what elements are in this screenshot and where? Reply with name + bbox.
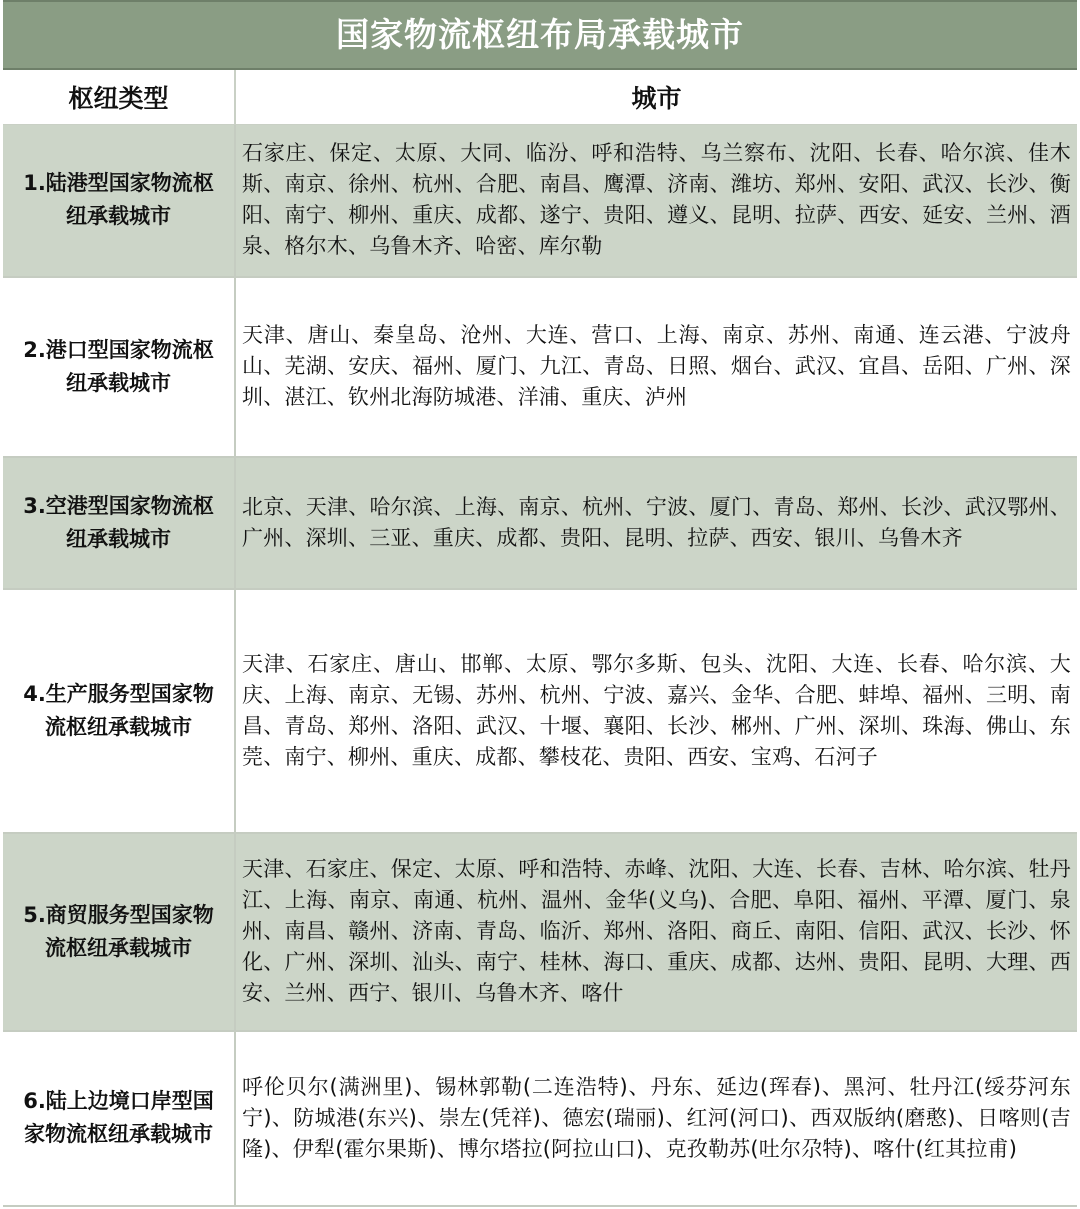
header-row <box>3 70 1077 125</box>
hub-type-cell: 6.陆上边境口岸型国家物流枢纽承载城市 <box>3 1031 235 1206</box>
cities-cell: 天津、石家庄、保定、太原、呼和浩特、赤峰、沈阳、大连、长春、吉林、哈尔滨、牡丹江、上海、南京、南通、杭州、温州、金华(义乌)、合肥、阜阳、福州、平潭、厦门、泉州、南昌、赣州、济南、青岛、临沂、郑州、洛阳、商丘、南阳、信阳、武汉、长沙、怀化、广州、深圳、汕头、南宁、桂林、海口、重庆、成都、达州、贵阳、昆明、大理、西安、兰州、西宁、银川、乌鲁木齐、喀什 <box>235 833 1077 1031</box>
table-row-seaport <box>3 277 1077 457</box>
hub-type-cell: 2.港口型国家物流枢纽承载城市 <box>3 277 235 457</box>
cities-cell: 天津、石家庄、唐山、邯郸、太原、鄂尔多斯、包头、沈阳、大连、长春、哈尔滨、大庆、上海、南京、无锡、苏州、杭州、宁波、嘉兴、金华、合肥、蚌埠、福州、三明、南昌、青岛、郑州、洛阳、武汉、十堰、襄阳、长沙、郴州、广州、深圳、珠海、佛山、东莞、南宁、柳州、重庆、成都、攀枝花、贵阳、西安、宝鸡、石河子 <box>235 589 1077 833</box>
table-row-border-port <box>3 1031 1077 1206</box>
hub-type-cell: 5.商贸服务型国家物流枢纽承载城市 <box>3 833 235 1031</box>
hub-table <box>3 70 1077 1207</box>
cities-cell: 呼伦贝尔(满洲里)、锡林郭勒(二连浩特)、丹东、延边(珲春)、黑河、牡丹江(绥芬河东宁)、防城港(东兴)、崇左(凭祥)、德宏(瑞丽)、红河(河口)、西双版纳(磨憨)、日喀则(吉隆)、伊犁(霍尔果斯)、博尔塔拉(阿拉山口)、克孜勒苏(吐尔尕特)、喀什(红其拉甫) <box>235 1031 1077 1206</box>
table-row-land-port <box>3 125 1077 277</box>
cities-cell: 天津、唐山、秦皇岛、沧州、大连、营口、上海、南京、苏州、南通、连云港、宁波舟山、芜湖、安庆、福州、厦门、九江、青岛、日照、烟台、武汉、宜昌、岳阳、广州、深圳、湛江、钦州北海防城港、洋浦、重庆、泸州 <box>235 277 1077 457</box>
hub-type-cell: 1.陆港型国家物流枢纽承载城市 <box>3 125 235 277</box>
header-hub-type: 枢纽类型 <box>3 70 235 125</box>
logistics-hub-table-container <box>3 0 1077 1207</box>
cities-cell: 北京、天津、哈尔滨、上海、南京、杭州、宁波、厦门、青岛、郑州、长沙、武汉鄂州、广州、深圳、三亚、重庆、成都、贵阳、昆明、拉萨、西安、银川、乌鲁木齐 <box>235 457 1077 589</box>
table-title: 国家物流枢纽布局承载城市 <box>3 0 1077 70</box>
hub-type-cell: 4.生产服务型国家物流枢纽承载城市 <box>3 589 235 833</box>
table-row-production-service <box>3 589 1077 833</box>
cities-cell: 石家庄、保定、太原、大同、临汾、呼和浩特、乌兰察布、沈阳、长春、哈尔滨、佳木斯、南京、徐州、杭州、合肥、南昌、鹰潭、济南、潍坊、郑州、安阳、武汉、长沙、衡阳、南宁、柳州、重庆、成都、遂宁、贵阳、遵义、昆明、拉萨、西安、延安、兰州、酒泉、格尔木、乌鲁木齐、哈密、库尔勒 <box>235 125 1077 277</box>
table-row-airport <box>3 457 1077 589</box>
table-row-trade-service <box>3 833 1077 1031</box>
hub-type-cell: 3.空港型国家物流枢纽承载城市 <box>3 457 235 589</box>
header-cities: 城市 <box>235 70 1077 125</box>
